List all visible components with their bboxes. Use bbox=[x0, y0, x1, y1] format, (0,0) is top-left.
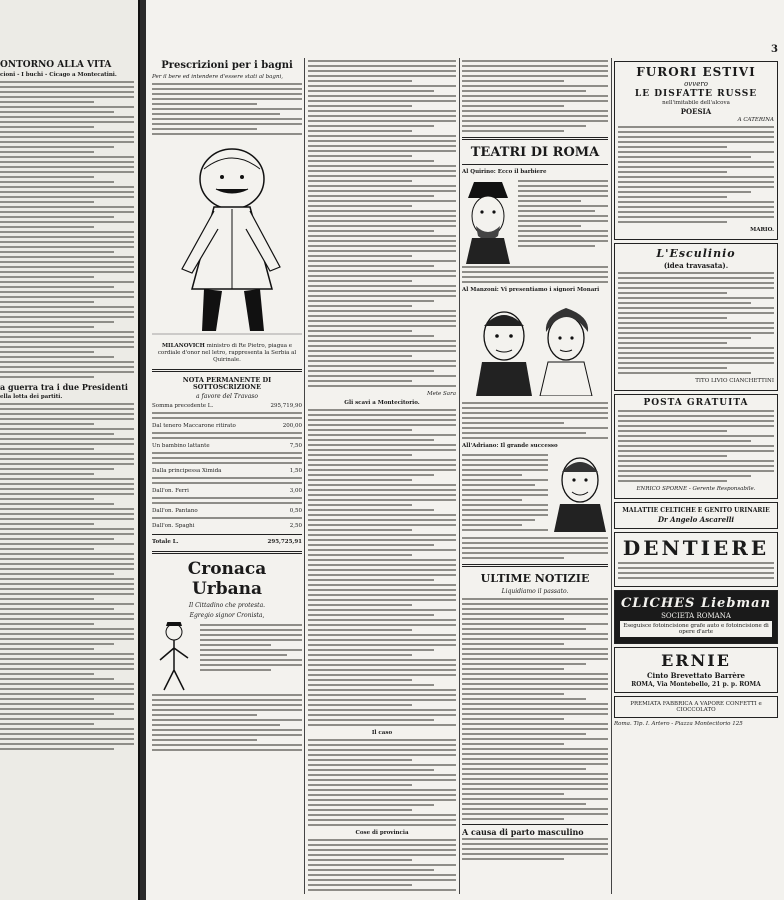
cronaca-author: Egregio signor Cronista, bbox=[189, 612, 265, 619]
esculinio-title: L'Esculinio bbox=[656, 247, 736, 260]
col2-text bbox=[308, 60, 456, 387]
dentiere-title: DENTIERE bbox=[622, 536, 770, 560]
cronaca-sub: Il Cittadino che protesta. bbox=[188, 602, 266, 609]
bottom-title: A causa di parto masculino bbox=[462, 827, 584, 837]
ernie-title: ERNIE bbox=[661, 651, 731, 670]
column-2 bbox=[308, 58, 456, 894]
teatri-item: Al Manzoni: Vi presentiamo i signori Monari bbox=[462, 287, 600, 293]
confetti-text: PREMIATA FABBRICA A VAPORE CONFETTI e CIOCCOLATO bbox=[630, 701, 762, 713]
posta-title: POSTA GRATUITA bbox=[643, 398, 749, 408]
cliches-sub: SOCIETA ROMANA bbox=[661, 612, 731, 620]
teatri-title: TEATRI DI ROMA bbox=[470, 145, 600, 160]
posta-box bbox=[614, 394, 778, 499]
table-row: Dall'on. Spaghi 2,50 bbox=[152, 523, 302, 529]
table-row: Dall'on. Ferri 3,00 bbox=[152, 488, 302, 494]
col2-signature: Mete Sara bbox=[426, 391, 456, 397]
column-4 bbox=[614, 58, 778, 894]
esculinio-box bbox=[614, 243, 778, 391]
cliches-ad bbox=[614, 590, 778, 644]
furori-caption: nell'imitabile dell'alcova bbox=[662, 100, 730, 106]
table-row: Dal tenero Maccarone ritirato 200,00 bbox=[152, 423, 302, 429]
table-row: Somma precedente L. 295,719,90 bbox=[152, 403, 302, 409]
left-section2: a guerra tra i due Presidenti bbox=[0, 382, 128, 392]
page-number: 3 bbox=[771, 44, 778, 55]
milanovich-caricature bbox=[152, 139, 302, 339]
cronaca-figure bbox=[152, 622, 196, 692]
notice-title: NOTA PERMANENTE DI SOTTOSCRIZIONE bbox=[182, 376, 272, 391]
cliches-text: Eseguisce fotoincisione grafe auto e fotoincisione di opere d'arte bbox=[620, 621, 772, 637]
col2-text-2 bbox=[308, 409, 456, 726]
teatri-item: Al Quirino: Ecco il barbiere bbox=[462, 169, 547, 175]
esculinio-author: TITO LIVIO CIANCHETTINI bbox=[695, 378, 774, 384]
table-row: Un bambino lattante 7,50 bbox=[152, 443, 302, 449]
bagni-lead: Per il bere ed intendere d'essere stati al bagni, bbox=[152, 74, 284, 80]
furori-title: FURORI ESTIVI bbox=[636, 65, 756, 79]
esculinio-sub: (idea travasata). bbox=[663, 261, 729, 270]
col2-subhead: Gli scavi a Montecitorio. bbox=[344, 400, 420, 406]
teatri-portrait-1 bbox=[462, 178, 514, 264]
page-footer: Roma. Tip. I. Artero - Piazza Montecitorio 125 bbox=[614, 721, 743, 727]
ernie-ad bbox=[614, 647, 778, 693]
main-page bbox=[146, 0, 784, 900]
table-total: Totale L. 295,725,91 bbox=[152, 539, 302, 545]
dentiere-ad bbox=[614, 532, 778, 587]
malattie-title: MALATTIE CELTICHE E GENITO URINARIE bbox=[622, 507, 770, 514]
furori-or: ovvero bbox=[684, 80, 708, 88]
teatri-portrait-2 bbox=[552, 452, 608, 532]
poem-sign: MARIO. bbox=[750, 227, 774, 233]
column-rule bbox=[611, 58, 612, 894]
ernie-sub: Cinto Brevettato Barrère bbox=[646, 671, 745, 680]
left-section2-sub: ella lotta dei partiti. bbox=[0, 394, 63, 400]
column-rule bbox=[459, 58, 460, 894]
malattie-doctor: Dr Angelo Ascarelli bbox=[657, 515, 735, 524]
table-row: Dall'on. Pantano 0,50 bbox=[152, 508, 302, 514]
left-subheadline: cioni - I buchi - Cicago a Montecatini. bbox=[0, 72, 117, 78]
left-headline: ONTORNO ALLA VITA bbox=[0, 60, 112, 70]
malattie-ad bbox=[614, 502, 778, 529]
ernie-address: ROMA, Via Montebello, 21 p. p. ROMA bbox=[631, 681, 761, 688]
caricature-caption bbox=[152, 343, 302, 364]
left-text-block bbox=[0, 81, 134, 378]
column-3 bbox=[462, 58, 608, 894]
confetti-ad bbox=[614, 696, 778, 718]
col2-subsection: Cose di provincia bbox=[355, 830, 409, 836]
cronaca-title: Cronaca Urbana bbox=[187, 559, 267, 599]
caption-text: ministro di Re Pietro, piagua e cordiale d'onor nel letro, rappresenta la Serbia al Quirinale. bbox=[157, 343, 297, 363]
poem-title: POESIA bbox=[680, 107, 712, 116]
table-row: Dalla principessa Ximida 1,50 bbox=[152, 468, 302, 474]
posta-sign: ENRICO SPORNE - Gerente Responsabile. bbox=[636, 486, 756, 492]
news-title: ULTIME NOTIZIE bbox=[480, 572, 590, 585]
left-text-block-2 bbox=[0, 403, 134, 750]
subscription-table bbox=[152, 403, 302, 546]
furori-estivi-box bbox=[614, 61, 778, 240]
notice-sub: a favore del Travaso bbox=[196, 393, 258, 400]
news-sub: Liquidiamo il passato. bbox=[501, 588, 569, 595]
left-page bbox=[0, 0, 140, 900]
col2-subsection: Il caso bbox=[371, 730, 393, 736]
teatri-couple-illustration bbox=[462, 296, 608, 396]
furori-sub: LE DISFATTE RUSSE bbox=[634, 89, 758, 99]
poem-author: A CATERINA bbox=[737, 117, 774, 123]
column-1 bbox=[152, 58, 302, 894]
bagni-text bbox=[152, 83, 302, 135]
cliches-brand: CLICHES Liebman bbox=[620, 596, 772, 611]
caption-name: MILANOVICH bbox=[161, 343, 205, 349]
teatri-item: All'Adriano: Il grande successo bbox=[462, 443, 558, 449]
column-rule bbox=[304, 58, 305, 894]
bagni-title: Prescrizioni per i bagni bbox=[161, 60, 293, 71]
